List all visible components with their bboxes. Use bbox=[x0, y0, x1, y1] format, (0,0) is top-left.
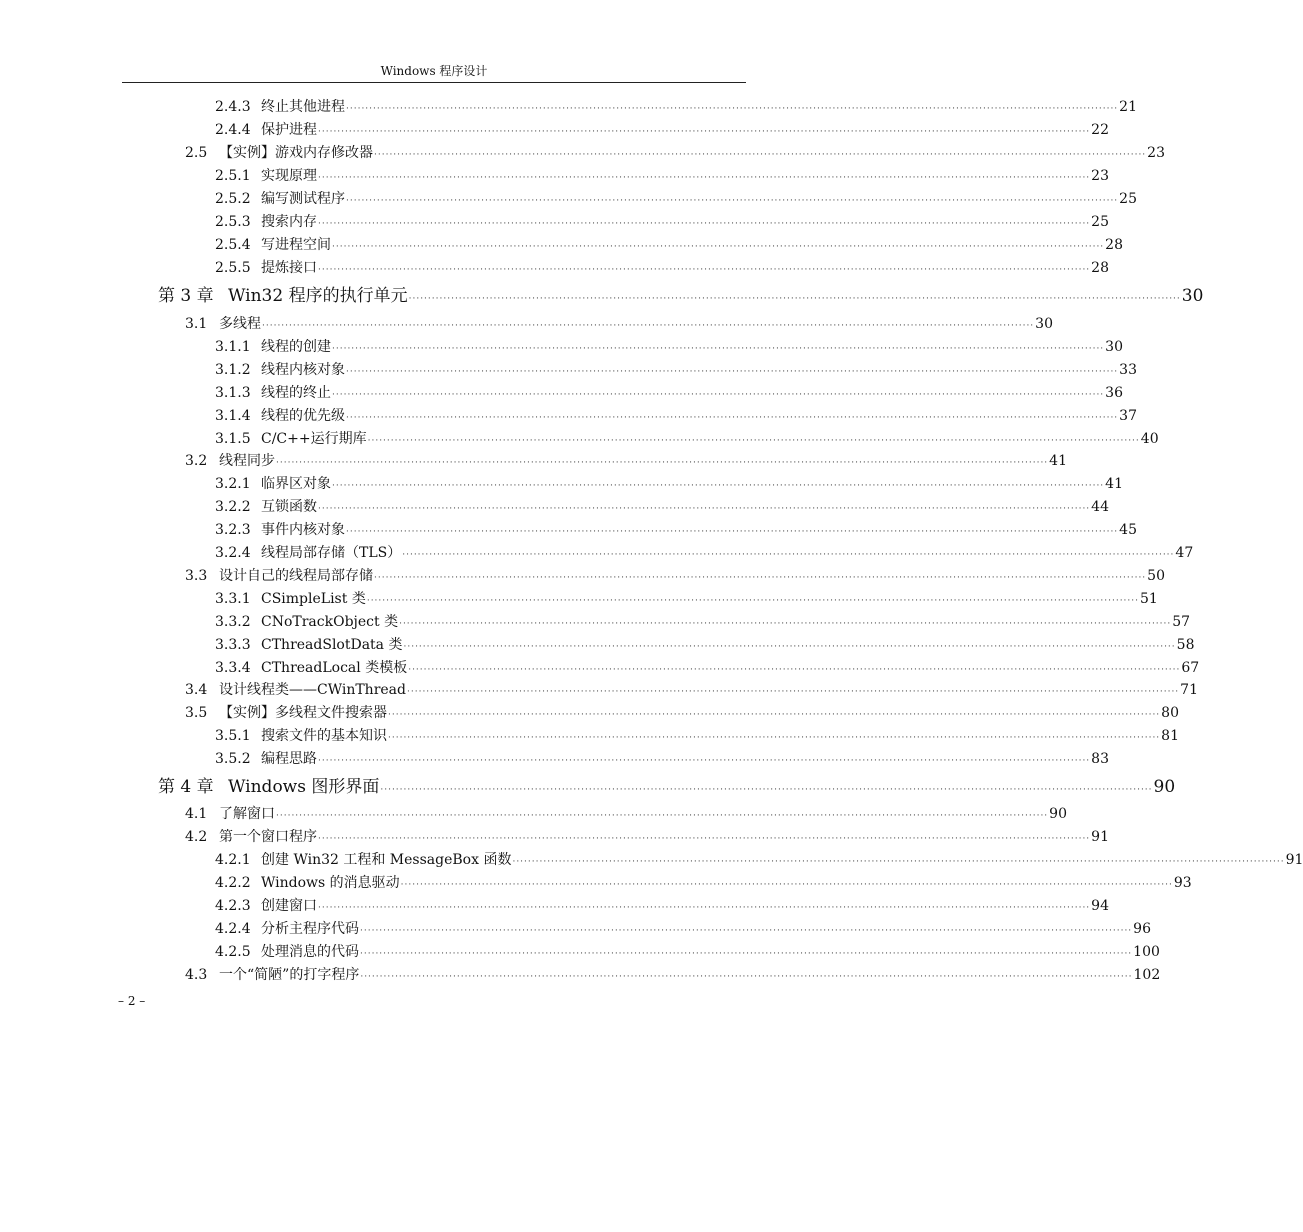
dot-leader: ········································································································································································································ bbox=[318, 834, 1091, 844]
toc-number: 3.3.2 bbox=[215, 614, 251, 630]
toc-subsection-entry bbox=[215, 920, 1151, 940]
toc-page-number: 37 bbox=[1119, 408, 1137, 424]
toc-page-number: 30 bbox=[1105, 339, 1123, 355]
toc-title: 搜索内存 bbox=[261, 214, 317, 230]
toc-subsection-entry bbox=[215, 750, 1109, 770]
dot-leader: ········································································································································································································ bbox=[346, 104, 1119, 114]
toc-section-entry bbox=[185, 144, 1165, 164]
toc-subsection-entry bbox=[215, 338, 1123, 358]
toc-subsection-entry bbox=[215, 659, 1200, 679]
toc-page-number: 71 bbox=[1180, 682, 1198, 698]
toc-page-number: 93 bbox=[1173, 875, 1192, 891]
toc-title: 互锁函数 bbox=[261, 499, 317, 515]
toc-page-number: 91 bbox=[1091, 829, 1109, 845]
toc-subsection-entry bbox=[215, 407, 1137, 427]
dot-leader: ········································································································································································································ bbox=[346, 527, 1119, 537]
toc-subsection-entry bbox=[215, 167, 1109, 187]
dot-leader: ········································································································································································································ bbox=[400, 880, 1173, 890]
toc-page-number: 41 bbox=[1105, 476, 1123, 492]
toc-number: 3.1 bbox=[185, 316, 208, 332]
toc-page-number: 100 bbox=[1133, 944, 1160, 960]
toc-subsection-entry bbox=[215, 430, 1159, 450]
toc-title: 线程的终止 bbox=[261, 385, 331, 401]
toc-title: 第一个窗口程序 bbox=[219, 829, 317, 845]
toc-number: 2.4.3 bbox=[215, 99, 251, 115]
toc-number: 3.1.2 bbox=[215, 362, 251, 378]
dot-leader: ········································································································································································································ bbox=[360, 926, 1133, 936]
toc-number: 3.5.1 bbox=[215, 728, 251, 744]
toc-subsection-entry bbox=[215, 943, 1160, 963]
toc-number: 3.3 bbox=[185, 568, 208, 584]
dot-leader: ········································································································································································································ bbox=[388, 733, 1161, 743]
toc-page-number: 23 bbox=[1091, 168, 1109, 184]
toc-title: 设计自己的线程局部存储 bbox=[219, 568, 373, 584]
toc-subsection-entry bbox=[215, 851, 1303, 871]
toc-section-entry bbox=[185, 315, 1053, 335]
toc-title: Windows 的消息驱动 bbox=[261, 875, 400, 891]
dot-leader: ········································································································································································································ bbox=[388, 710, 1161, 720]
toc-number: 2.5.4 bbox=[215, 237, 251, 253]
toc-number: 4.2.5 bbox=[215, 944, 251, 960]
toc-number: 3.4 bbox=[185, 682, 208, 698]
toc-page-number: 91 bbox=[1285, 852, 1303, 868]
toc-number: 4.2.2 bbox=[215, 875, 251, 891]
toc-title: Windows 图形界面 bbox=[228, 777, 380, 797]
toc-page-number: 25 bbox=[1091, 214, 1109, 230]
running-header: Windows 程序设计 bbox=[380, 64, 488, 78]
toc-title: 分析主程序代码 bbox=[261, 921, 359, 937]
toc-number: 4.3 bbox=[185, 967, 208, 983]
toc-number: 3.1.4 bbox=[215, 408, 251, 424]
toc-title: 创建窗口 bbox=[261, 898, 317, 914]
toc-subsection-entry bbox=[215, 259, 1109, 279]
toc-title: 终止其他进程 bbox=[261, 99, 345, 115]
dot-leader: ········································································································································································································ bbox=[346, 413, 1119, 423]
dot-leader: ········································································································································································································ bbox=[276, 458, 1049, 468]
toc-page-number: 23 bbox=[1147, 145, 1165, 161]
toc-subsection-entry bbox=[215, 121, 1109, 141]
toc-subsection-entry bbox=[215, 98, 1137, 118]
toc-title: 线程局部存储（TLS） bbox=[261, 545, 402, 561]
toc-title: 【实例】多线程文件搜索器 bbox=[219, 705, 387, 721]
toc-page-number: 45 bbox=[1119, 522, 1137, 538]
toc-subsection-entry bbox=[215, 384, 1123, 404]
toc-number: 2.5 bbox=[185, 145, 208, 161]
dot-leader: ········································································································································································································ bbox=[408, 665, 1181, 675]
dot-leader: ········································································································································································································ bbox=[318, 127, 1091, 137]
toc-title: 线程同步 bbox=[219, 453, 275, 469]
toc-page-number: 47 bbox=[1175, 545, 1194, 561]
toc-number: 3.2.4 bbox=[215, 545, 251, 561]
toc-title: CThreadLocal 类模板 bbox=[261, 660, 408, 676]
toc-title: 设计线程类——CWinThread bbox=[219, 682, 406, 698]
toc-page-number: 51 bbox=[1140, 591, 1158, 607]
toc-subsection-entry bbox=[215, 361, 1137, 381]
toc-page-number: 102 bbox=[1133, 967, 1161, 983]
toc-title: 线程的创建 bbox=[261, 339, 331, 355]
toc-page-number: 90 bbox=[1049, 806, 1067, 822]
toc-section-entry bbox=[185, 805, 1067, 825]
toc-title: 写进程空间 bbox=[261, 237, 331, 253]
toc-title: 多线程 bbox=[219, 316, 261, 332]
toc-page-number: 22 bbox=[1091, 122, 1109, 138]
toc-subsection-entry bbox=[215, 590, 1158, 610]
toc-section-entry bbox=[185, 828, 1109, 848]
toc-title: 编程思路 bbox=[261, 751, 317, 767]
toc-number: 3.1.1 bbox=[215, 339, 251, 355]
dot-leader: ········································································································································································································ bbox=[367, 436, 1140, 446]
dot-leader: ········································································································································································································ bbox=[408, 294, 1181, 304]
toc-title: 创建 Win32 工程和 MessageBox 函数 bbox=[261, 852, 512, 868]
toc-page-number: 30 bbox=[1181, 286, 1204, 306]
toc-subsection-entry bbox=[215, 213, 1109, 233]
toc-page-number: 21 bbox=[1119, 99, 1137, 115]
dot-leader: ········································································································································································································ bbox=[374, 150, 1147, 160]
toc-number: 2.5.5 bbox=[215, 260, 251, 276]
toc-number: 3.3.3 bbox=[215, 637, 251, 653]
toc-page-number: 90 bbox=[1153, 777, 1176, 797]
toc-page-number: 57 bbox=[1172, 614, 1191, 630]
toc-subsection-entry bbox=[215, 613, 1191, 633]
toc-number: 4.1 bbox=[185, 806, 208, 822]
toc-page-number: 36 bbox=[1105, 385, 1123, 401]
toc-number: 第 4 章 bbox=[158, 777, 214, 797]
toc-title: 搜索文件的基本知识 bbox=[261, 728, 387, 744]
toc-title: 处理消息的代码 bbox=[261, 944, 359, 960]
toc-number: 3.5.2 bbox=[215, 751, 251, 767]
dot-leader: ········································································································································································································ bbox=[332, 242, 1105, 252]
toc-number: 3.2.1 bbox=[215, 476, 251, 492]
toc-page-number: 58 bbox=[1176, 637, 1195, 653]
toc-number: 4.2 bbox=[185, 829, 208, 845]
toc-section-entry bbox=[185, 966, 1161, 986]
toc-section-entry bbox=[185, 681, 1198, 701]
toc-title: 事件内核对象 bbox=[261, 522, 345, 538]
toc-page-number: 28 bbox=[1091, 260, 1109, 276]
toc-subsection-entry bbox=[215, 897, 1109, 917]
toc-subsection-entry bbox=[215, 521, 1137, 541]
dot-leader: ········································································································································································································ bbox=[360, 972, 1133, 982]
dot-leader: ········································································································································································································ bbox=[512, 857, 1285, 867]
toc-page-number: 96 bbox=[1133, 921, 1151, 937]
toc-title: 临界区对象 bbox=[261, 476, 331, 492]
toc-number: 3.2.2 bbox=[215, 499, 251, 515]
toc-title: 一个“简陋”的打字程序 bbox=[219, 967, 360, 983]
toc-page-number: 33 bbox=[1119, 362, 1137, 378]
dot-leader: ········································································································································································································ bbox=[346, 196, 1119, 206]
toc-section-entry bbox=[185, 452, 1067, 472]
toc-chapter-entry bbox=[158, 286, 1204, 309]
toc-number: 3.5 bbox=[185, 705, 208, 721]
dot-leader: ········································································································································································································ bbox=[318, 903, 1091, 913]
dot-leader: ········································································································································································································ bbox=[374, 573, 1147, 583]
dot-leader: ········································································································································································································ bbox=[318, 219, 1091, 229]
toc-page-number: 50 bbox=[1147, 568, 1165, 584]
toc-subsection-entry bbox=[215, 874, 1192, 894]
toc-title: 了解窗口 bbox=[219, 806, 275, 822]
toc-number: 3.2.3 bbox=[215, 522, 251, 538]
toc-page-number: 83 bbox=[1091, 751, 1109, 767]
toc-page-number: 44 bbox=[1091, 499, 1109, 515]
dot-leader: ········································································································································································································ bbox=[332, 481, 1105, 491]
toc-title: CSimpleList 类 bbox=[261, 591, 366, 607]
toc-subsection-entry bbox=[215, 236, 1123, 256]
toc-number: 2.5.1 bbox=[215, 168, 251, 184]
toc-page-number: 67 bbox=[1181, 660, 1200, 676]
dot-leader: ········································································································································································································ bbox=[318, 173, 1091, 183]
toc-title: 编写测试程序 bbox=[261, 191, 345, 207]
toc-number: 3.2 bbox=[185, 453, 208, 469]
dot-leader: ········································································································································································································ bbox=[332, 390, 1105, 400]
dot-leader: ········································································································································································································ bbox=[262, 321, 1035, 331]
dot-leader: ········································································································································································································ bbox=[276, 811, 1049, 821]
toc-title: 提炼接口 bbox=[261, 260, 317, 276]
dot-leader: ········································································································································································································ bbox=[399, 619, 1172, 629]
toc-subsection-entry bbox=[215, 190, 1137, 210]
toc-number: 3.1.5 bbox=[215, 431, 251, 447]
toc-page-number: 28 bbox=[1105, 237, 1123, 253]
toc-subsection-entry bbox=[215, 727, 1179, 747]
dot-leader: ········································································································································································································ bbox=[366, 596, 1139, 606]
toc-number: 2.5.3 bbox=[215, 214, 251, 230]
toc-page-number: 30 bbox=[1035, 316, 1053, 332]
dot-leader: ········································································································································································································ bbox=[346, 367, 1119, 377]
toc-title: C/C++运行期库 bbox=[261, 431, 367, 447]
toc-title: CThreadSlotData 类 bbox=[261, 637, 403, 653]
dot-leader: ········································································································································································································ bbox=[318, 504, 1091, 514]
dot-leader: ········································································································································································································ bbox=[402, 550, 1175, 560]
toc-number: 4.2.3 bbox=[215, 898, 251, 914]
toc-page-number: 25 bbox=[1119, 191, 1137, 207]
toc-page-number: 94 bbox=[1091, 898, 1109, 914]
dot-leader: ········································································································································································································ bbox=[403, 642, 1176, 652]
toc-title: Win32 程序的执行单元 bbox=[228, 286, 408, 306]
toc-page-number: 40 bbox=[1140, 431, 1159, 447]
toc-number: 2.4.4 bbox=[215, 122, 251, 138]
toc-title: CNoTrackObject 类 bbox=[261, 614, 399, 630]
toc-number: 2.5.2 bbox=[215, 191, 251, 207]
toc-subsection-entry bbox=[215, 475, 1123, 495]
toc-chapter-entry bbox=[158, 777, 1176, 800]
toc-subsection-entry bbox=[215, 636, 1195, 656]
toc-number: 3.3.1 bbox=[215, 591, 251, 607]
dot-leader: ········································································································································································································ bbox=[360, 949, 1133, 959]
dot-leader: ········································································································································································································ bbox=[407, 687, 1180, 697]
toc-page-number: 81 bbox=[1161, 728, 1179, 744]
toc-number: 3.3.4 bbox=[215, 660, 251, 676]
toc-subsection-entry bbox=[215, 498, 1109, 518]
toc-title: 实现原理 bbox=[261, 168, 317, 184]
toc-page-number: 80 bbox=[1161, 705, 1179, 721]
toc-title: 线程的优先级 bbox=[261, 408, 345, 424]
toc-subsection-entry bbox=[215, 544, 1194, 564]
toc-title: 【实例】游戏内存修改器 bbox=[219, 145, 373, 161]
dot-leader: ········································································································································································································ bbox=[318, 756, 1091, 766]
toc-number: 4.2.1 bbox=[215, 852, 251, 868]
toc-number: 3.1.3 bbox=[215, 385, 251, 401]
toc-number: 4.2.4 bbox=[215, 921, 251, 937]
dot-leader: ········································································································································································································ bbox=[318, 265, 1091, 275]
toc-page-number: 41 bbox=[1049, 453, 1067, 469]
toc-title: 保护进程 bbox=[261, 122, 317, 138]
dot-leader: ········································································································································································································ bbox=[332, 344, 1105, 354]
dot-leader: ········································································································································································································ bbox=[380, 785, 1153, 795]
page-number: – 2 – bbox=[118, 994, 146, 1008]
toc-section-entry bbox=[185, 704, 1179, 724]
toc-number: 第 3 章 bbox=[158, 286, 214, 306]
toc-title: 线程内核对象 bbox=[261, 362, 345, 378]
toc-section-entry bbox=[185, 567, 1165, 587]
